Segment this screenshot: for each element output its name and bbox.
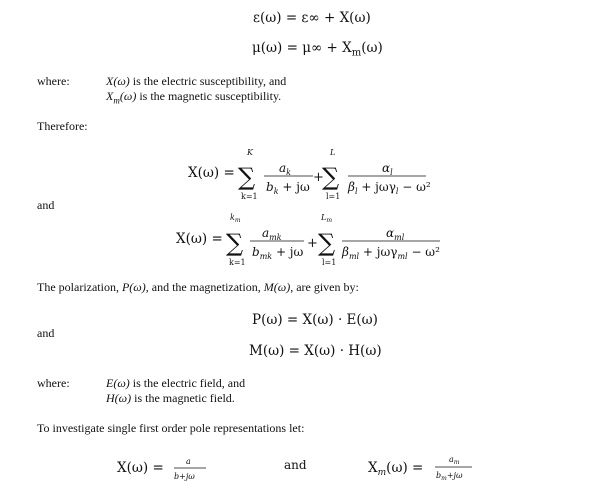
polarization-symbol: P(ω)	[121, 280, 146, 294]
final-eq-2-num: $a_m$	[449, 455, 460, 466]
electric-susceptibility-symbol: X(ω)	[106, 74, 130, 88]
sum-eq-2-plus: +	[307, 236, 318, 251]
sum-eq-1-num-1: $a_k$	[279, 161, 292, 177]
therefore-label: Therefore:	[37, 119, 88, 133]
sigma-1: ∑	[238, 163, 256, 191]
first-order-pole-equations	[110, 448, 590, 492]
susceptibility-sum-equation-2	[170, 210, 590, 270]
final-and-label: and	[284, 458, 307, 472]
sigma-2: ∑	[322, 163, 340, 191]
mu-equation	[252, 40, 383, 59]
where-label-1: where:	[37, 74, 70, 88]
magnetic-susceptibility-arg: (ω)	[119, 89, 137, 103]
where-1-line-2	[106, 89, 281, 105]
mu-equation-lhs: μ(ω) = μ∞ + X	[252, 40, 352, 56]
where-2-line-2	[106, 391, 235, 406]
polarization-text-1: The polarization,	[37, 280, 122, 294]
magnetic-susceptibility-symbol: X	[106, 89, 114, 103]
and-label-2: and	[37, 326, 55, 340]
magnetic-field-text: is the magnetic field.	[131, 391, 235, 405]
final-eq-1-num: a	[186, 457, 191, 466]
where-2-line-1	[106, 376, 245, 391]
sum-eq-1-plus: +	[313, 170, 324, 185]
magnetization-symbol: M(ω)	[263, 280, 291, 294]
sum-eq-2-num-1: $a_{mk}$	[262, 226, 282, 242]
final-eq-1-den: b+jω	[174, 472, 195, 481]
polarization-equation: P(ω) = X(ω) · E(ω)	[252, 312, 378, 328]
magnetic-susceptibility-sub: m	[113, 95, 120, 106]
final-eq-2-den: $b_m+j\omega$	[436, 471, 463, 482]
sum-eq-2-lhs: X(ω) =	[176, 231, 223, 247]
sum-eq-2-upper-2: $L_m$	[321, 213, 333, 224]
sum-eq-1-lower-1: k=1	[241, 192, 258, 201]
investigate-sentence: To investigate single first order pole representations let:	[37, 421, 305, 435]
polarization-sentence	[37, 280, 359, 295]
sigma-3: ∑	[226, 229, 244, 257]
mu-equation-sub: m	[351, 47, 362, 59]
sum-eq-1-num-2: $\alpha_l$	[382, 161, 393, 177]
sigma-4: ∑	[318, 229, 336, 257]
sum-eq-2-den-2: $\beta_{ml} + j\omega\gamma_{ml} - \omega^2$	[342, 245, 440, 261]
final-eq-1-lhs: X(ω) =	[117, 460, 164, 476]
sum-eq-2-den-1: $b_{mk} + j\omega$	[252, 245, 304, 261]
sum-eq-2-num-2: $\alpha_{ml}$	[386, 226, 405, 242]
electric-field-text: is the electric field, and	[129, 376, 246, 390]
susceptibility-sum-equation-1	[180, 145, 596, 205]
sum-eq-1-den-2: $\beta_l + j\omega\gamma_l - \omega^2$	[348, 180, 431, 196]
sum-eq-2-upper-1: $k_m$	[230, 213, 241, 224]
sum-eq-2-lower-1: k=1	[229, 258, 246, 267]
epsilon-equation	[253, 10, 371, 26]
final-eq-2-lhs: $X_m(\omega)$ =	[368, 460, 424, 478]
electric-susceptibility-text: is the electric susceptibility, and	[129, 74, 287, 88]
mu-equation-rhs: (ω)	[361, 40, 383, 56]
sum-eq-1-den-1: $b_k + j\omega$	[266, 180, 310, 196]
sum-eq-1-upper-1: K	[247, 148, 253, 157]
and-label-1: and	[37, 198, 55, 212]
where-1-line-1	[106, 74, 286, 89]
sum-eq-1-upper-2: L	[330, 148, 336, 157]
sum-eq-1-lower-2: l=1	[326, 192, 341, 201]
magnetization-equation: M(ω) = X(ω) · H(ω)	[249, 343, 382, 359]
sum-eq-2-lower-2: l=1	[322, 258, 337, 267]
where-label-2: where:	[37, 376, 70, 390]
electric-field-symbol: E(ω)	[106, 376, 130, 390]
sum-eq-1-lhs: X(ω) =	[188, 165, 235, 181]
magnetic-field-symbol: H(ω)	[106, 391, 132, 405]
polarization-text-2: , and the magnetization,	[145, 280, 264, 294]
epsilon-equation-text: ε(ω) = ε∞ + X(ω)	[253, 10, 371, 26]
polarization-text-3: , are given by:	[290, 280, 359, 294]
magnetic-susceptibility-text: is the magnetic susceptibility.	[136, 89, 282, 103]
